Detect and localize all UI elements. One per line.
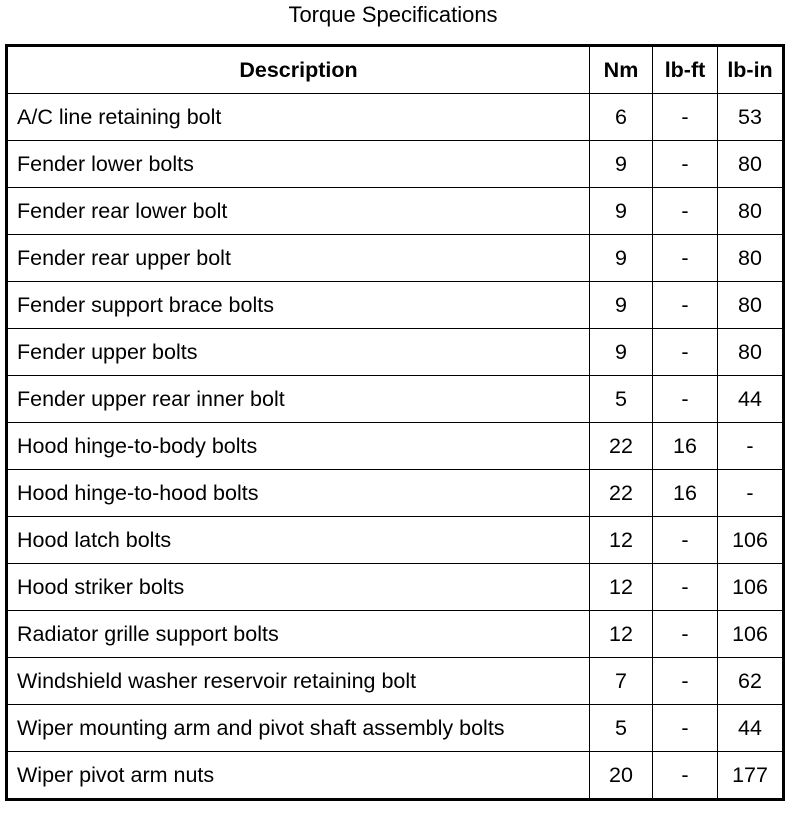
cell-lb-in: 62	[718, 658, 784, 705]
cell-description: Hood hinge-to-hood bolts	[7, 470, 590, 517]
table-row	[7, 517, 784, 564]
cell-nm: 9	[590, 235, 653, 282]
cell-nm: 12	[590, 517, 653, 564]
cell-lb-ft: 16	[653, 423, 718, 470]
table-row	[7, 564, 784, 611]
column-header-lb-ft: lb-ft	[653, 46, 718, 94]
cell-description: Fender lower bolts	[7, 141, 590, 188]
cell-lb-ft: -	[653, 188, 718, 235]
header-row	[7, 46, 784, 94]
cell-lb-ft: -	[653, 611, 718, 658]
table-row	[7, 658, 784, 705]
table-row	[7, 752, 784, 800]
cell-nm: 5	[590, 376, 653, 423]
table-row	[7, 705, 784, 752]
cell-lb-in: 53	[718, 94, 784, 141]
cell-nm: 6	[590, 94, 653, 141]
cell-lb-in: -	[718, 470, 784, 517]
cell-lb-in: 106	[718, 564, 784, 611]
cell-nm: 9	[590, 141, 653, 188]
table-row	[7, 235, 784, 282]
cell-lb-in: 80	[718, 141, 784, 188]
cell-lb-ft: -	[653, 235, 718, 282]
cell-lb-in: 106	[718, 517, 784, 564]
table-row	[7, 188, 784, 235]
cell-description: Fender rear upper bolt	[7, 235, 590, 282]
cell-lb-in: 80	[718, 282, 784, 329]
cell-lb-ft: -	[653, 141, 718, 188]
cell-description: Fender upper rear inner bolt	[7, 376, 590, 423]
cell-lb-ft: -	[653, 658, 718, 705]
cell-lb-in: 177	[718, 752, 784, 800]
cell-nm: 12	[590, 564, 653, 611]
cell-lb-ft: -	[653, 564, 718, 611]
cell-nm: 9	[590, 188, 653, 235]
cell-lb-in: 44	[718, 705, 784, 752]
cell-description: Fender support brace bolts	[7, 282, 590, 329]
table-row	[7, 470, 784, 517]
cell-nm: 5	[590, 705, 653, 752]
table-row	[7, 611, 784, 658]
column-header-lb-in: lb-in	[718, 46, 784, 94]
cell-lb-ft: -	[653, 94, 718, 141]
table-row	[7, 423, 784, 470]
cell-description: Wiper mounting arm and pivot shaft assembly bolts	[7, 705, 590, 752]
cell-lb-in: 80	[718, 329, 784, 376]
cell-lb-ft: -	[653, 282, 718, 329]
cell-nm: 22	[590, 423, 653, 470]
table-row	[7, 94, 784, 141]
table-row	[7, 282, 784, 329]
cell-nm: 9	[590, 329, 653, 376]
cell-lb-ft: -	[653, 705, 718, 752]
cell-description: Hood hinge-to-body bolts	[7, 423, 590, 470]
cell-description: Fender rear lower bolt	[7, 188, 590, 235]
cell-lb-in: 44	[718, 376, 784, 423]
cell-description: Hood latch bolts	[7, 517, 590, 564]
cell-description: Hood striker bolts	[7, 564, 590, 611]
cell-description: Wiper pivot arm nuts	[7, 752, 590, 800]
cell-nm: 9	[590, 282, 653, 329]
cell-lb-ft: -	[653, 329, 718, 376]
table-row	[7, 141, 784, 188]
cell-lb-ft: -	[653, 376, 718, 423]
table-row	[7, 376, 784, 423]
cell-nm: 22	[590, 470, 653, 517]
cell-lb-in: 106	[718, 611, 784, 658]
column-header-nm: Nm	[590, 46, 653, 94]
cell-lb-in: -	[718, 423, 784, 470]
cell-lb-ft: 16	[653, 470, 718, 517]
cell-nm: 20	[590, 752, 653, 800]
cell-lb-ft: -	[653, 517, 718, 564]
column-header-description: Description	[7, 46, 590, 94]
cell-lb-ft: -	[653, 752, 718, 800]
cell-nm: 7	[590, 658, 653, 705]
page-title: Torque Specifications	[288, 2, 498, 27]
cell-lb-in: 80	[718, 188, 784, 235]
torque-table	[5, 44, 785, 801]
table-row	[7, 329, 784, 376]
cell-description: Windshield washer reservoir retaining bolt	[7, 658, 590, 705]
cell-lb-in: 80	[718, 235, 784, 282]
cell-description: A/C line retaining bolt	[7, 94, 590, 141]
cell-nm: 12	[590, 611, 653, 658]
cell-description: Fender upper bolts	[7, 329, 590, 376]
cell-description: Radiator grille support bolts	[7, 611, 590, 658]
